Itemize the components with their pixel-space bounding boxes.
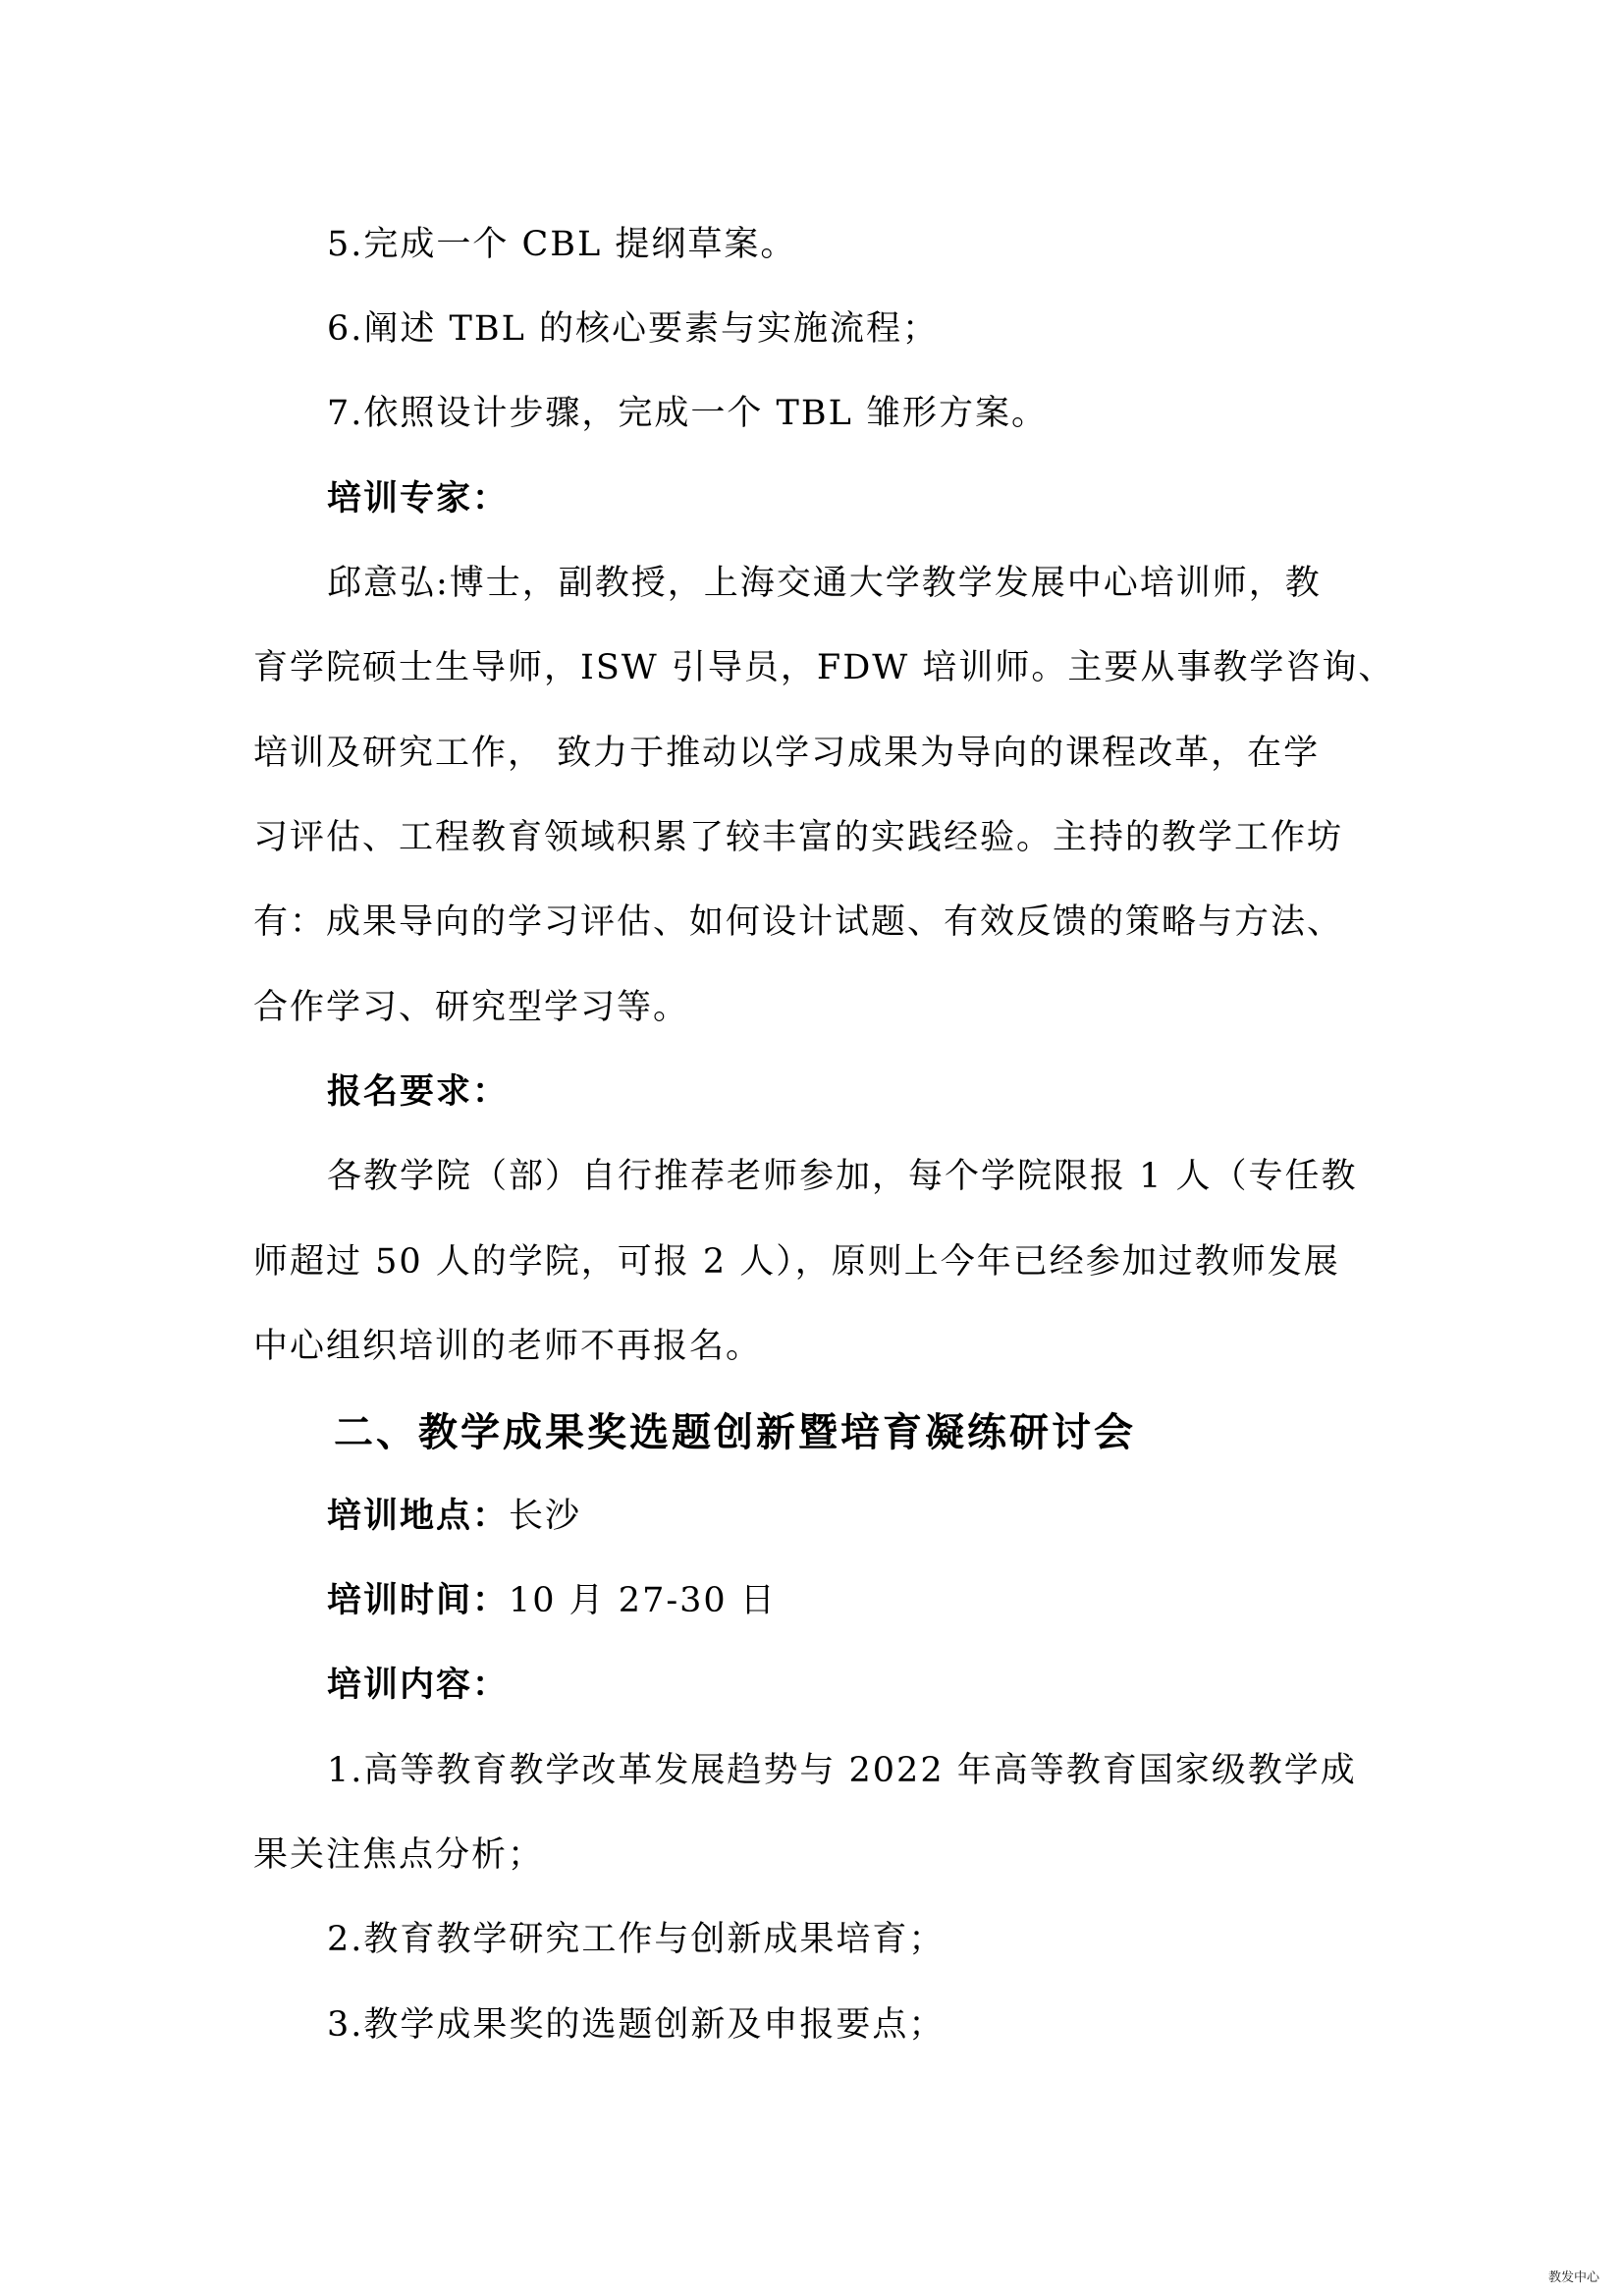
content-item: 3.教学成果奖的选题创新及申报要点； (327, 2005, 946, 2045)
list-item-7: 7.依照设计步骤，完成一个 TBL 雏形方案。 (327, 394, 1048, 433)
signup-paragraph-line: 中心组织培训的老师不再报名。 (253, 1327, 763, 1366)
location-value: 长沙 (509, 1497, 582, 1536)
time-row (327, 1579, 1392, 1622)
footer-watermark: 教发中心 (1547, 2270, 1599, 2285)
signup-heading: 报名要求： (327, 1072, 510, 1112)
content-item: 1.高等教育教学改革发展趋势与 2022 年高等教育国家级教学成 (327, 1751, 1357, 1790)
signup-paragraph-line: 各教学院（部）自行推荐老师参加，每个学院限报 1 人（专任教 (327, 1157, 1358, 1196)
expert-paragraph-line: 培训及研究工作， 致力于推动以学习成果为导向的课程改革，在学 (253, 734, 1321, 773)
expert-paragraph-line: 有：成果导向的学习评估、如何设计试题、有效反馈的策略与方法、 (253, 902, 1344, 942)
signup-paragraph-line: 师超过 50 人的学院，可报 2 人），原则上今年已经参加过教师发展 (253, 1242, 1340, 1282)
section-heading: 二、教学成果奖选题创新暨培育凝练研讨会 (334, 1410, 1136, 1455)
expert-paragraph-line: 邱意弘:博士，副教授，上海交通大学教学发展中心培训师，教 (327, 564, 1322, 603)
content-item: 果关注焦点分析； (253, 1835, 545, 1875)
time-label: 培训时间： (327, 1581, 510, 1620)
list-item-6: 6.阐述 TBL 的核心要素与实施流程； (327, 309, 939, 349)
expert-paragraph-line: 合作学习、研究型学习等。 (253, 988, 690, 1027)
expert-heading: 培训专家： (327, 479, 510, 519)
content-heading: 培训内容： (327, 1666, 510, 1705)
list-item-5: 5.完成一个 CBL 提纲草案。 (327, 225, 797, 264)
location-label: 培训地点： (327, 1497, 510, 1536)
location-row (327, 1495, 1392, 1538)
time-value: 10 月 27-30 日 (509, 1581, 777, 1620)
content-item: 2.教育教学研究工作与创新成果培育； (327, 1920, 946, 1959)
expert-paragraph-line: 习评估、工程教育领域积累了较丰富的实践经验。主持的教学工作坊 (253, 818, 1344, 857)
expert-paragraph-line: 育学院硕士生导师，ISW 引导员，FDW 培训师。主要从事教学咨询、 (253, 648, 1395, 687)
